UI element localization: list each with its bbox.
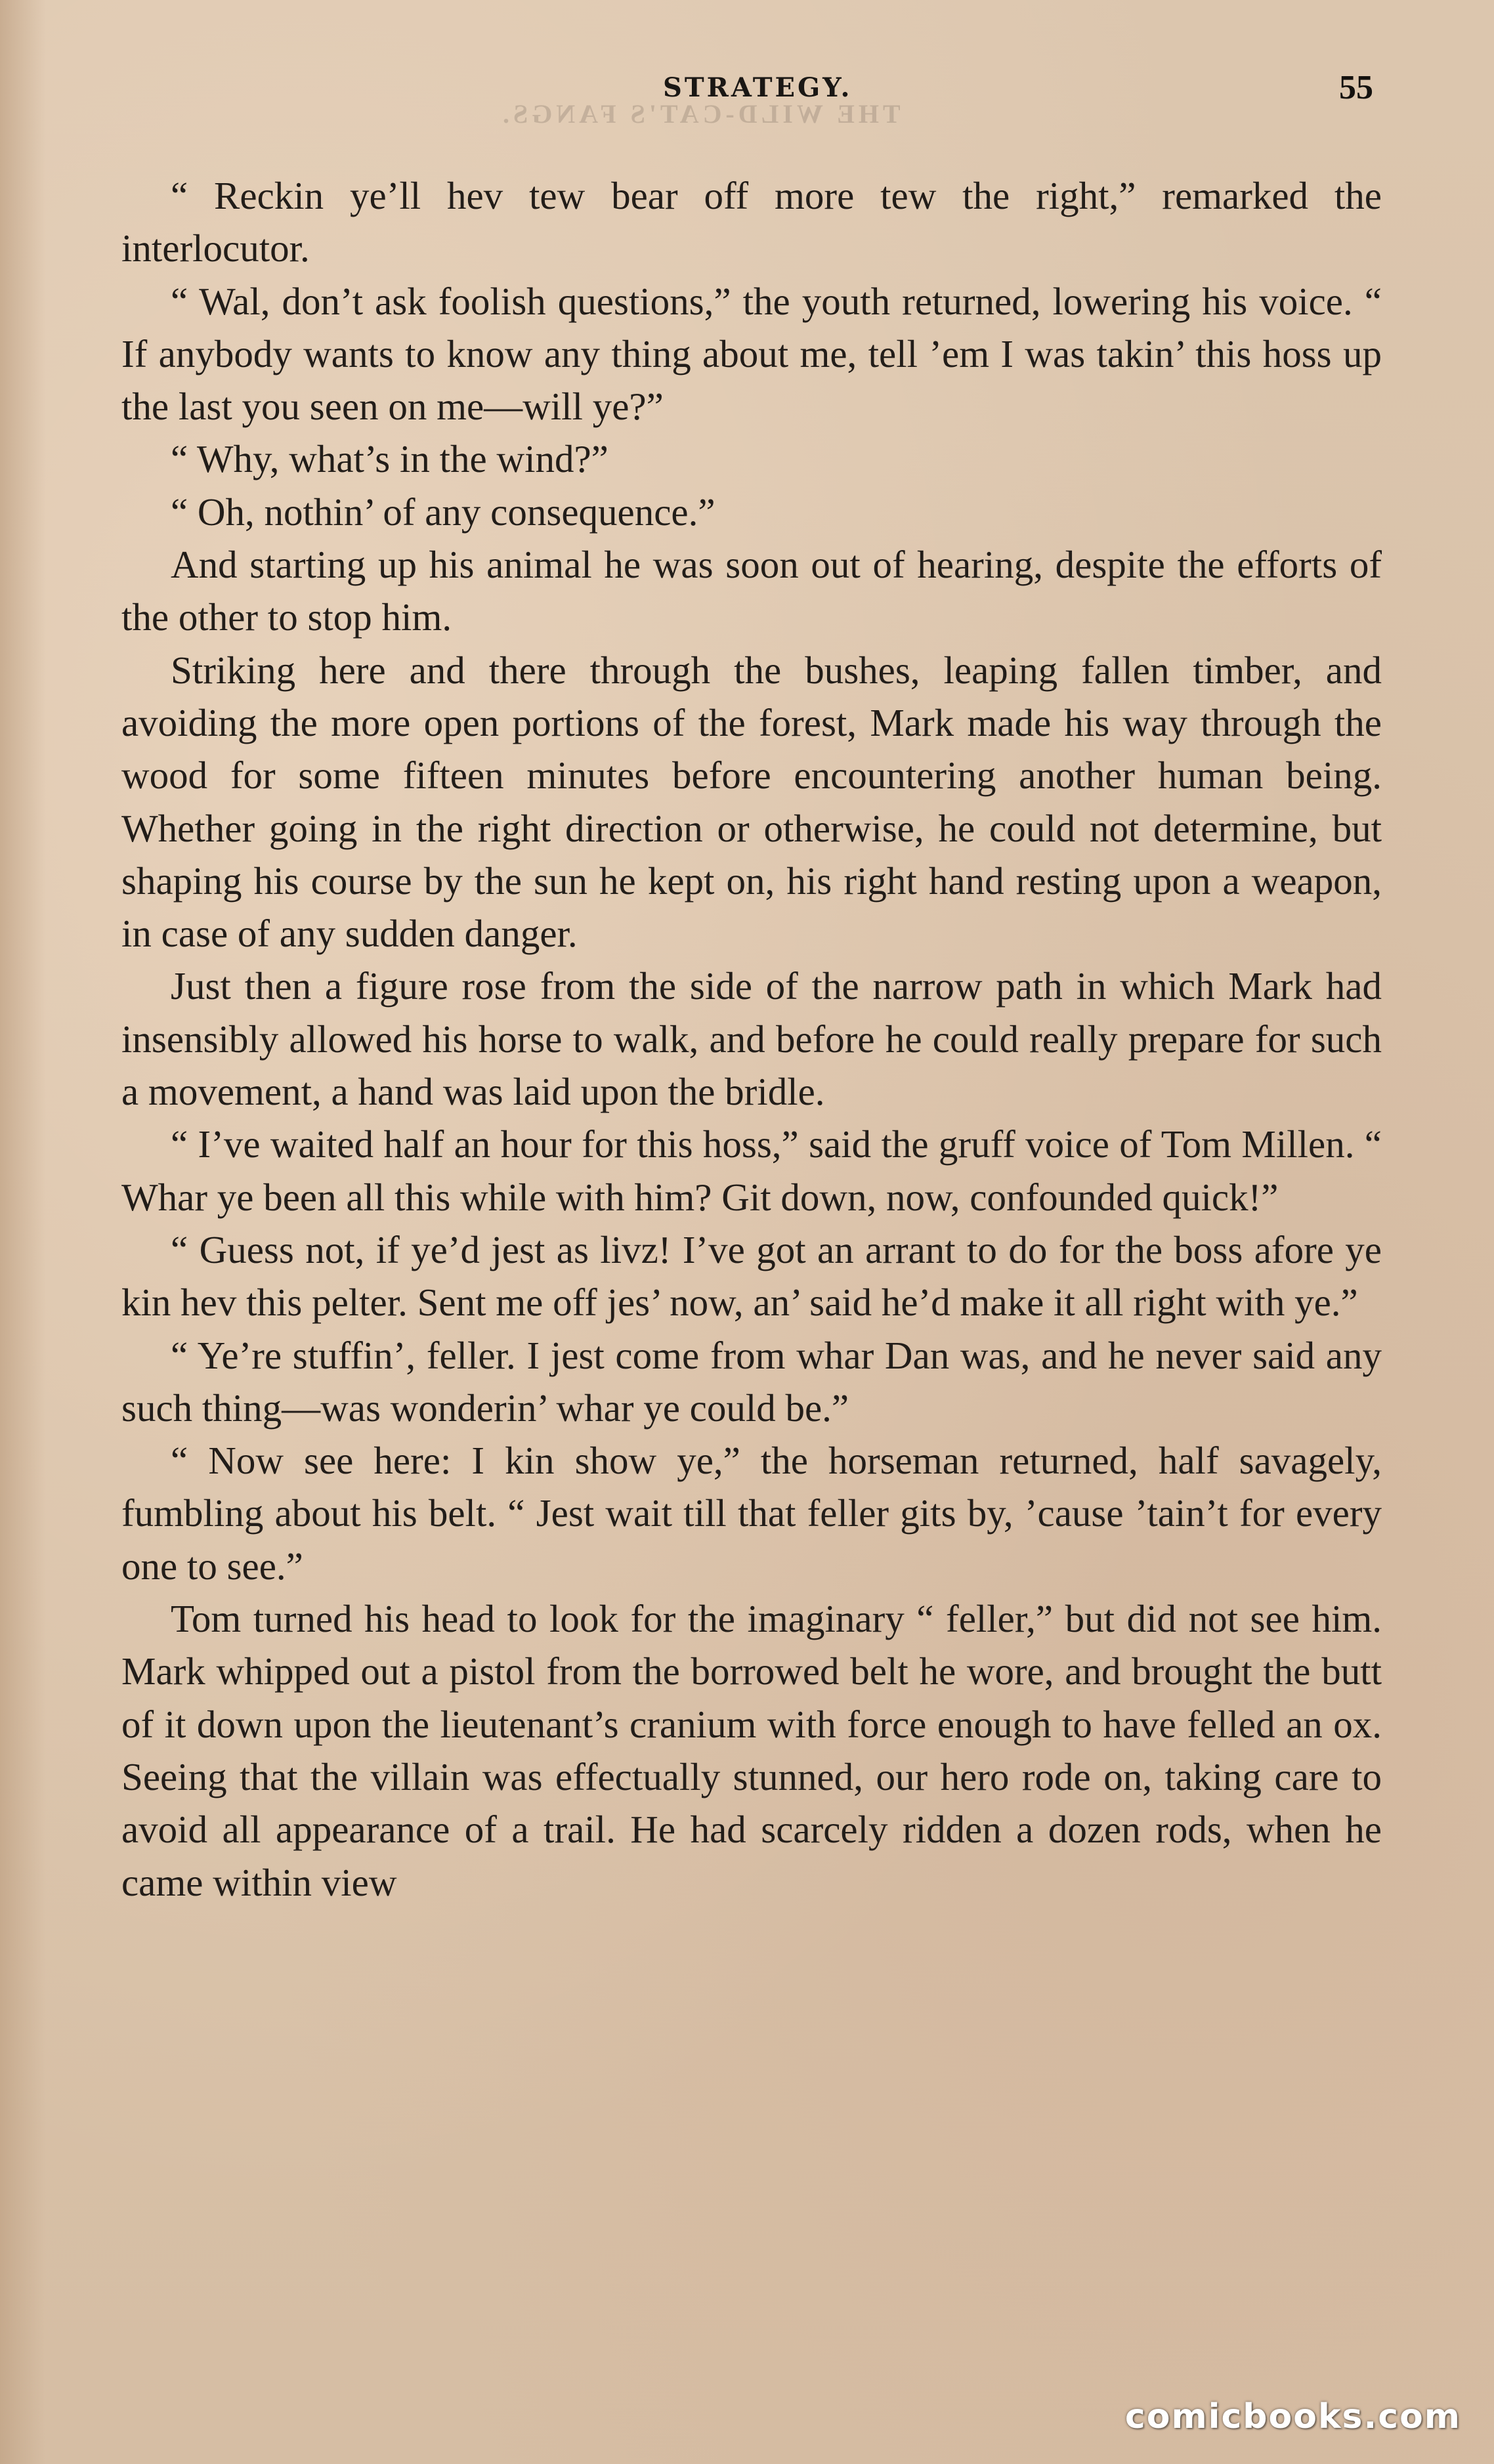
paragraph: “ Wal, don’t ask foolish questions,” the youth returned, lowering his voice. “ If anybody wants to know any thing about me, tell ’em I was takin’ this hoss up the last you seen on me—will ye?”: [121, 279, 1382, 429]
paragraph: And starting up his animal he was soon out of hearing, despite the efforts of the other to stop him.: [121, 543, 1382, 639]
bleed-through-heading: THE WILD-CAT'S FANGS.: [499, 99, 901, 129]
paragraph: Striking here and there through the bushes, leaping fallen timber, and avoiding the more open portions of the forest, Mark made his way through the wood for some fifteen minutes before encountering another human being. Whether going in the right direction or otherwise, he could not determine, but shaping his course by the sun he kept on, his right hand resting upon a weapon, in case of any sudden danger.: [121, 648, 1382, 956]
paragraph: “ Why, what’s in the wind?”: [171, 437, 608, 481]
watermark-logo: comicbooks.com: [1124, 2397, 1461, 2436]
paragraph: “ Oh, nothin’ of any consequence.”: [171, 490, 715, 534]
chapter-running-title: STRATEGY.: [663, 72, 853, 103]
paragraph: “ Reckin ye’ll hev tew bear off more tew the right,” remarked the interlocutor.: [121, 174, 1382, 270]
paragraph: “ Now see here: I kin show ye,” the horseman returned, half savagely, fumbling about his belt. “ Jest wait till that feller gits by, ’cause ’tain’t for every one to see.”: [121, 1439, 1382, 1588]
body-text: [121, 169, 1382, 1909]
paragraph: “ I’ve waited half an hour for this hoss,” said the gruff voice of Tom Millen. “ Whar ye been all this while with him? Git down, now, confounded quick!”: [121, 1122, 1382, 1219]
paragraph: “ Ye’re stuffin’, feller. I jest come from whar Dan was, and he never said any such thing—was wonderin’ whar ye could be.”: [121, 1333, 1382, 1430]
page-number: 55: [1339, 69, 1373, 106]
paragraph: Just then a figure rose from the side of the narrow path in which Mark had insensibly allowed his horse to walk, and before he could really prepare for such a movement, a hand was laid upon the bridle.: [121, 964, 1382, 1114]
paragraph: “ Guess not, if ye’d jest as livz! I’ve got an arrant to do for the boss afore ye kin hev this pelter. Sent me off jes’ now, an’ said he’d make it all right with ye.”: [121, 1227, 1382, 1325]
paragraph: Tom turned his head to look for the imaginary “ feller,” but did not see him. Mark whipped out a pistol from the borrowed belt he wore, and brought the butt of it down upon the lieutenant’s cranium with force enough to have felled an ox. Seeing that the villain was effectually stunned, our hero rode on, taking care to avoid all appearance of a trail. He had scarcely ridden a dozen rods, when he came within view: [121, 1597, 1382, 1904]
page-edge-shadow: [0, 0, 46, 2464]
